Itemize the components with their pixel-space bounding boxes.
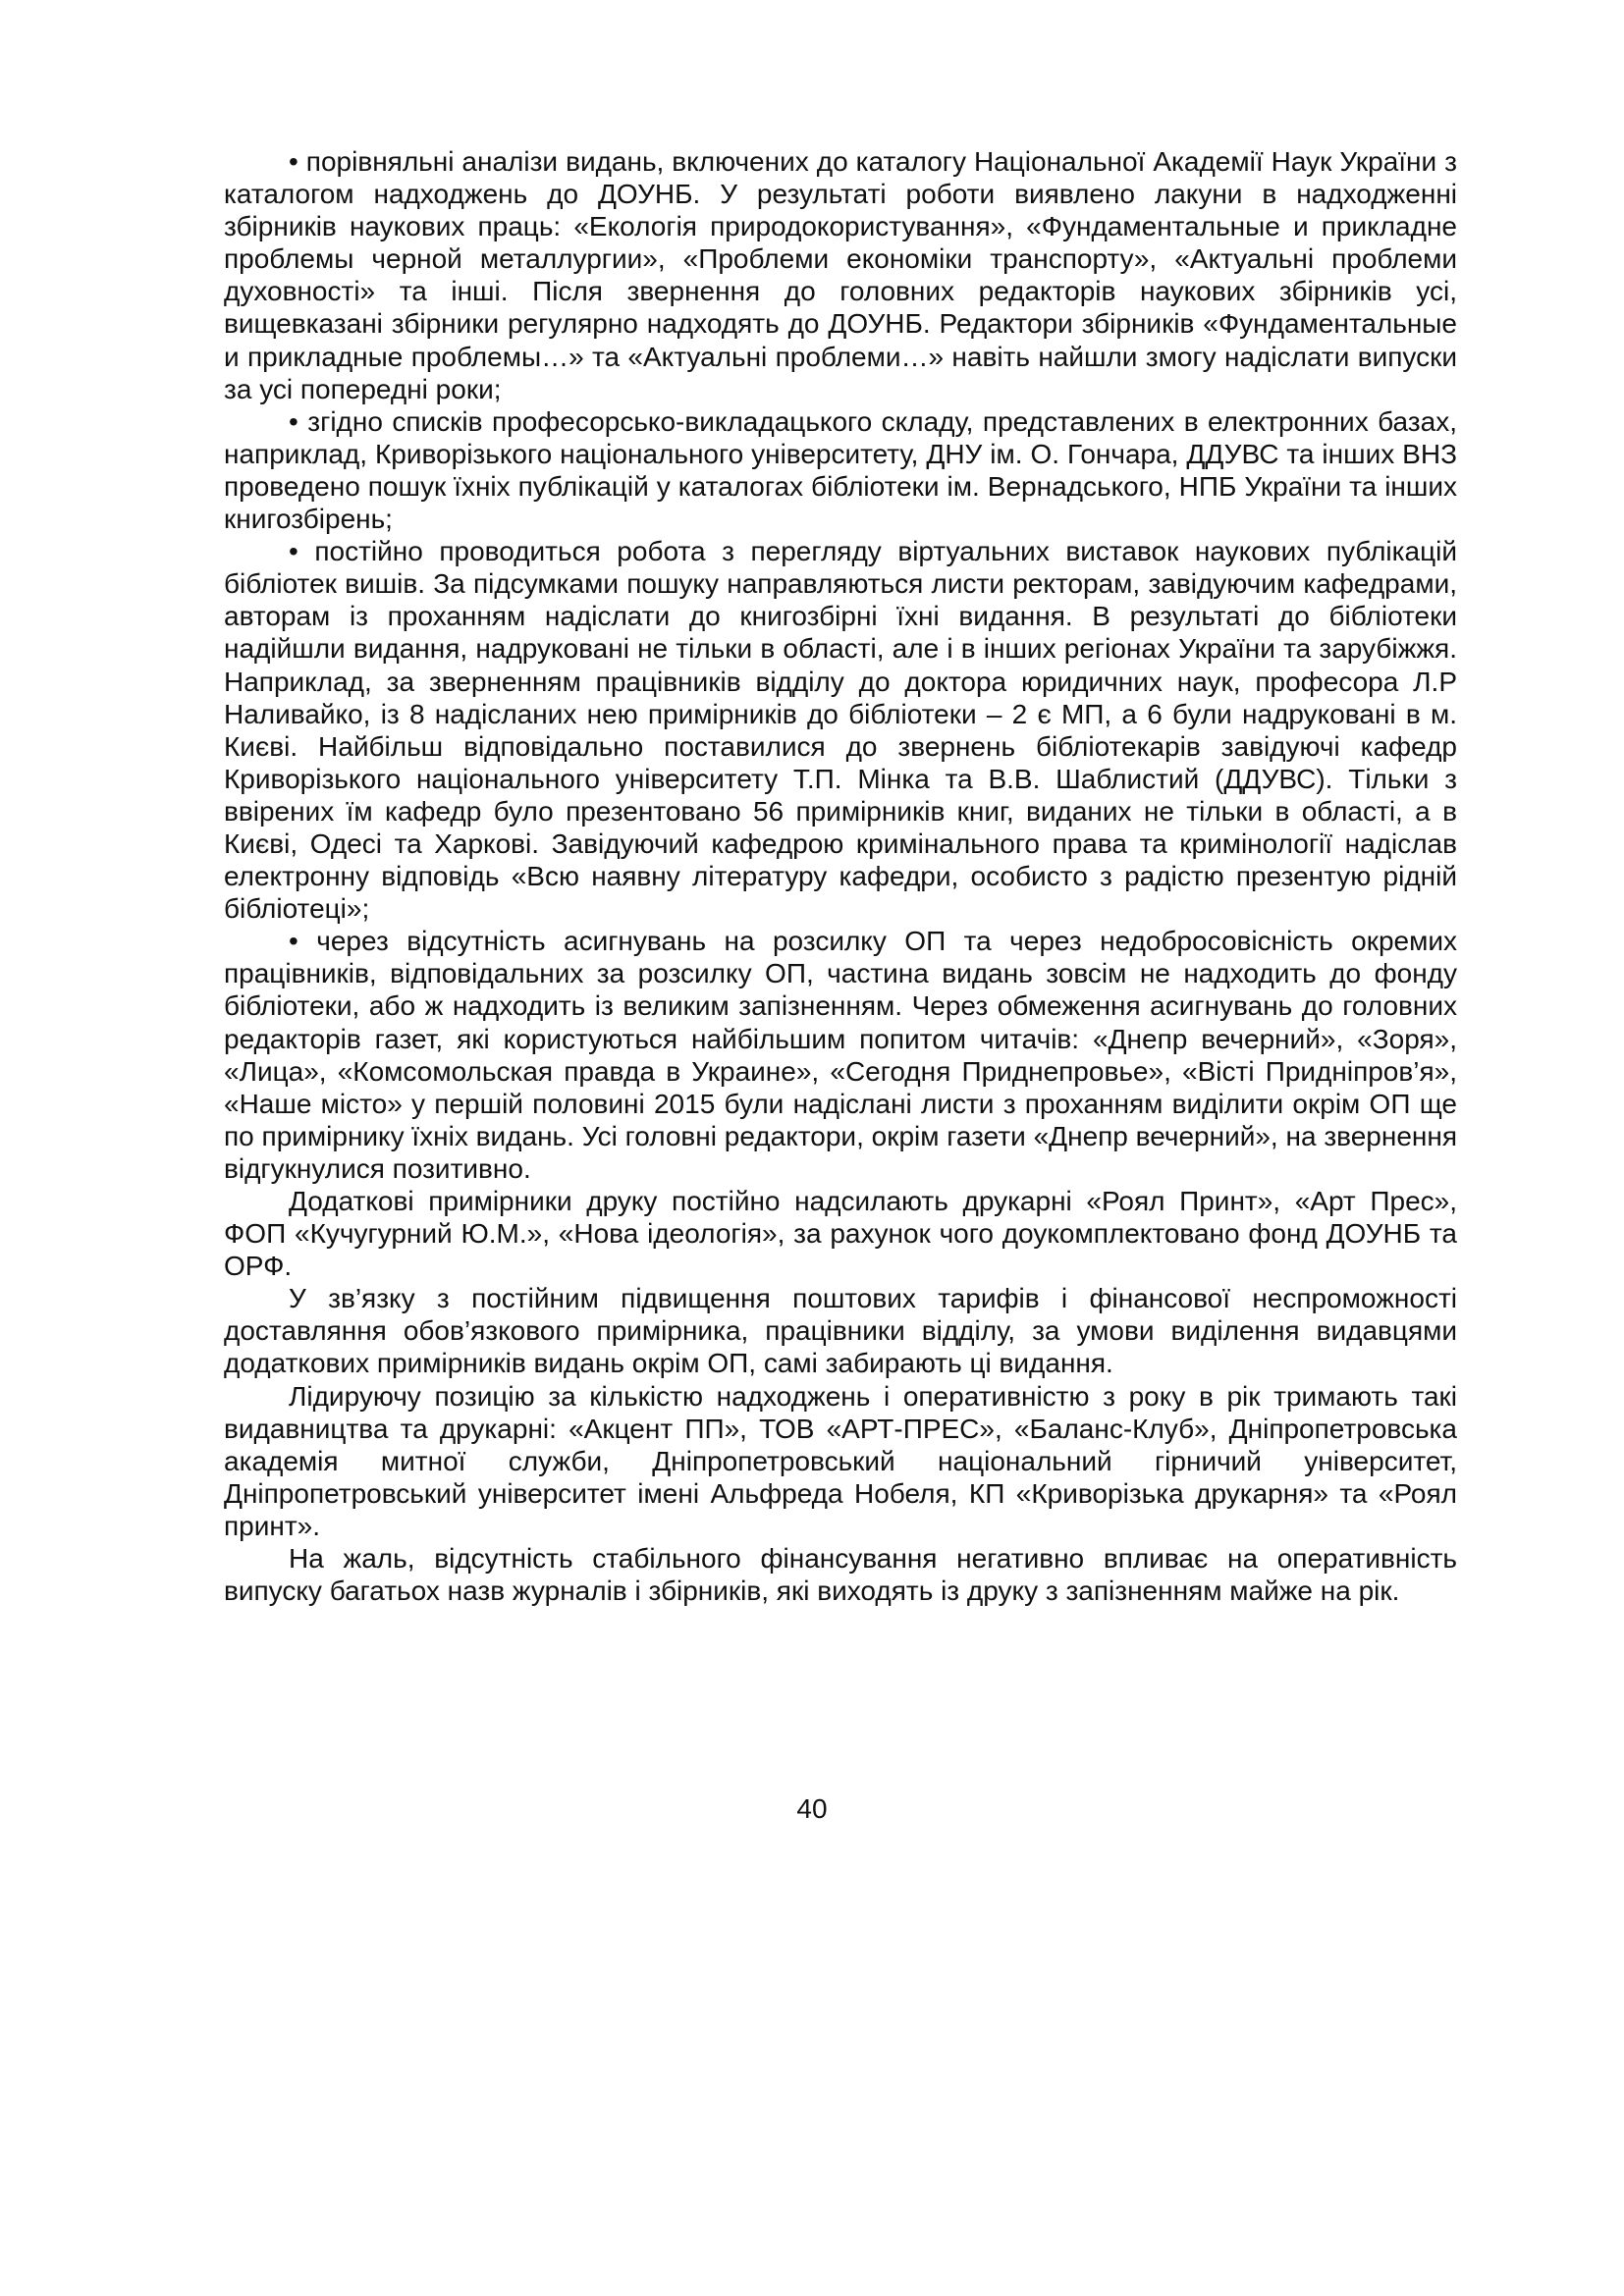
page-number: 40: [796, 1793, 828, 1824]
body-text: [224, 145, 1457, 1607]
paragraph-leading-publishers: Лідируючу позицію за кількістю надходжень і оперативністю з року в рік тримають такі видавництва та друкарні: «Акцент ПП», ТОВ «АРТ-ПРЕС», «Баланс-Клуб», Дніпропетровська академія митної служби, Дніпропетровський національний гірничий університет, Дніпропетровський університет імені Альфреда Нобеля, КП «Криворізька друкарня» та «Роял принт».: [224, 1380, 1457, 1541]
bullet-paragraph-mailing-funding: • через відсутність асигнувань на розсилку ОП та через недобросовісність окремих працівників, відповідальних за розсилку ОП, частина видань зовсім не надходить до фонду бібліотеки, або ж надходить із великим запізненням. Через обмеження асигнувань до головних редакторів газет, які користуються найбільшим попитом читачів: «Днепр вечерний», «Зоря», «Лица», «Комсомольская правда в Украине», «Сегодня Приднепровье», «Вісті Придніпров’я», «Наше місто» у першій половині 2015 були надіслані листи з проханням виділити окрім ОП ще по примірнику їхніх видань. Усі головні редактори, окрім газети «Днепр вечерний», на звернення відгукнулися позитивно.: [224, 925, 1457, 1185]
bullet-paragraph-catalog-analysis: • порівняльні аналізи видань, включених до каталогу Національної Академії Наук України з каталогом надходжень до ДОУНБ. У результаті роботи виявлено лакуни в надходженні збірників наукових праць: «Екологія природокористування», «Фундаментальные и прикладне проблемы черной металлургии», «Проблеми економіки транспорту», «Актуальні проблеми духовності» та інші. Після звернення до головних редакторів наукових збірників усі, вищевказані збірники регулярно надходять до ДОУНБ. Редактори збірників «Фундаментальные и прикладные проблемы…» та «Актуальні проблеми…» навіть найшли змогу надіслати випуски за усі попередні роки;: [224, 145, 1457, 405]
paragraph-additional-copies: Додаткові примірники друку постійно надсилають друкарні «Роял Принт», «Арт Прес», ФОП «Кучугурний Ю.М.», «Нова ідеологія», за рахунок чого доукомплектовано фонд ДОУНБ та ОРФ.: [224, 1186, 1457, 1282]
paragraph-postal-tariffs: У зв’язку з постійним підвищення поштових тарифів і фінансової неспроможності доставляння обов’язкового примірника, працівники відділу, за умови виділення видавцями додаткових примірників видань окрім ОП, самі забирають ці видання.: [224, 1283, 1457, 1379]
bullet-paragraph-faculty-search: • згідно списків професорсько-викладацького складу, представлених в електронних базах, наприклад, Криворізького національного університету, ДНУ ім. О. Гончара, ДДУВС та інших ВНЗ проведено пошук їхніх публікацій у каталогах бібліотеки ім. Вернадського, НПБ України та інших книгозбірень;: [224, 405, 1457, 535]
paragraph-funding-impact: На жаль, відсутність стабільного фінансування негативно впливає на оперативність випуску багатьох назв журналів і збірників, які виходять із друку з запізненням майже на рік.: [224, 1543, 1457, 1607]
bullet-paragraph-virtual-exhibitions: • постійно проводиться робота з перегляду віртуальних виставок наукових публікацій бібліотек вишів. За підсумками пошуку направляються листи ректорам, завідуючим кафедрами, авторам із проханням надіслати до книгозбірні їхні видання. В результаті до бібліотеки надійшли видання, надруковані не тільки в області, але і в інших регіонах України та зарубіжжя. Наприклад, за зверненням працівників відділу до доктора юридичних наук, професора Л.Р Наливайко, із 8 надісланих нею примірників до бібліотеки – 2 є МП, а 6 були надруковані в м. Києві. Найбільш відповідально поставилися до звернень бібліотекарів завідуючі кафедр Криворізького національного університету Т.П. Мінка та В.В. Шаблистий (ДДУВС). Тільки з ввірених їм кафедр було презентовано 56 примірників книг, виданих не тільки в області, а в Києві, Одесі та Харкові. Завідуючий кафедрою кримінального права та кримінології надіслав електронну відповідь «Всю наявну літературу кафедри, особисто з радістю презентую рідній бібліотеці»;: [224, 535, 1457, 925]
